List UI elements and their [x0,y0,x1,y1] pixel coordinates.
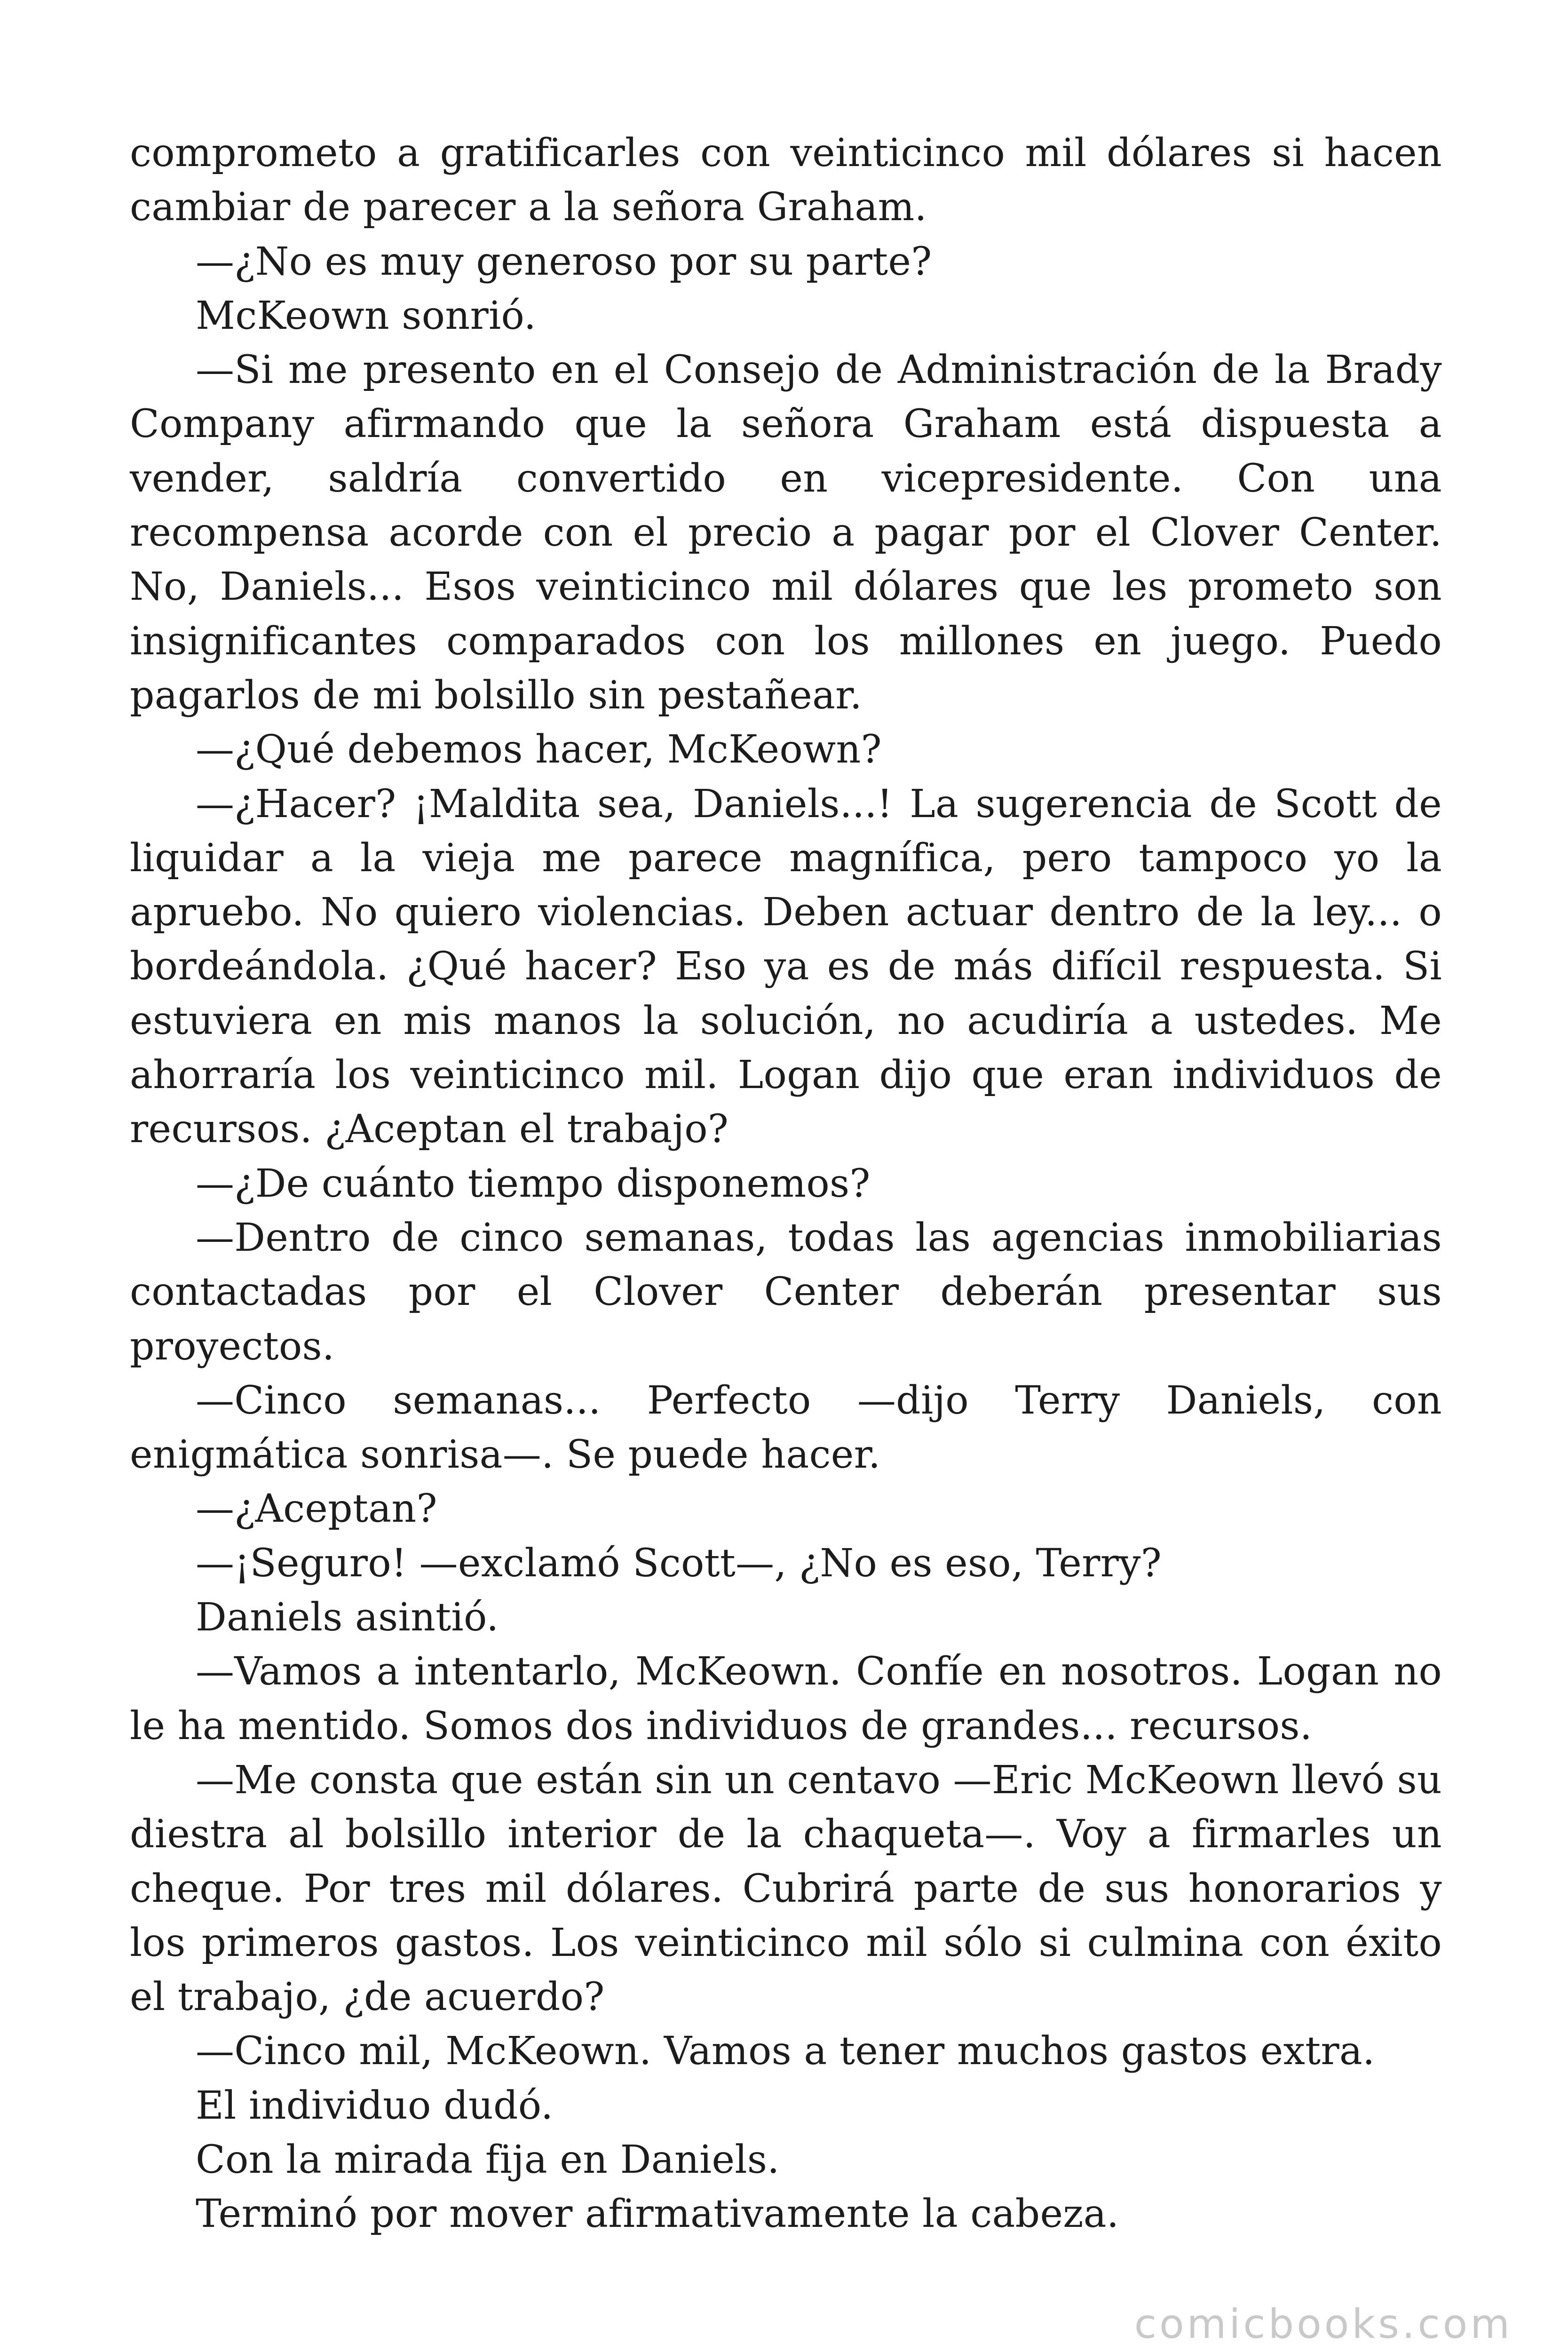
paragraph-dialogue: —Cinco mil, McKeown. Vamos a tener muchos gastos extra. [196,2029,1375,2074]
paragraph-dialogue: —Dentro de cinco semanas, todas las agencias inmobiliarias contactadas por el Clover Center deberán presentar sus proyectos. [130,1215,1442,1369]
paragraph-dialogue: —¿Hacer? ¡Maldita sea, Daniels...! La sugerencia de Scott de liquidar a la vieja me parece magnífica, pero tampoco yo la apruebo. No quiero violencias. Deben actuar dentro de la ley... o bordeándola. ¿Qué hacer? Eso ya es de más difícil respuesta. Si estuviera en mis manos la solución, no acudiría a ustedes. Me ahorraría los veinticinco mil. Logan dijo que eran individuos de recursos. ¿Aceptan el trabajo? [130,781,1442,1152]
paragraph-narration: McKeown sonrió. [196,293,537,338]
paragraph-narration: Daniels asintió. [196,1595,499,1640]
paragraph-dialogue: —¿No es muy generoso por su parte? [196,239,932,284]
watermark: comicbooks.com [1134,2301,1513,2348]
paragraph-dialogue: —Vamos a intentarlo, McKeown. Confíe en nosotros. Logan no le ha mentido. Somos dos individuos de grandes... recursos. [130,1649,1442,1748]
paragraph-dialogue: —Cinco semanas... Perfecto —dijo Terry Daniels, con enigmática sonrisa—. Se puede hacer. [130,1378,1442,1478]
book-page-body [130,126,1442,2241]
paragraph-narration: Con la mirada fija en Daniels. [196,2137,780,2182]
paragraph-dialogue: —¿Qué debemos hacer, McKeown? [196,727,882,772]
paragraph-narration: El individuo dudó. [196,2083,554,2128]
paragraph-dialogue: —Si me presento en el Consejo de Administración de la Brady Company afirmando que la señora Graham está dispuesta a vender, saldría convertido en vicepresidente. Con una recompensa acorde con el precio a pagar por el Clover Center. No, Daniels... Esos veinticinco mil dólares que les prometo son insignificantes comparados con los millones en juego. Puedo pagarlos de mi bolsillo sin pestañear. [130,348,1442,718]
paragraph-dialogue: —¿Aceptan? [196,1486,437,1532]
paragraph-dialogue: —Me consta que están sin un centavo —Eric McKeown llevó su diestra al bolsillo interior de la chaqueta—. Voy a firmarles un cheque. Por tres mil dólares. Cubrirá parte de sus honorarios y los primeros gastos. Los veinticinco mil sólo si culmina con éxito el trabajo, ¿de acuerdo? [130,1757,1442,2020]
paragraph-narration: Terminó por mover afirmativamente la cabeza. [196,2192,1119,2237]
paragraph-dialogue: —¿De cuánto tiempo disponemos? [196,1161,871,1206]
paragraph-continuation: comprometo a gratificarles con veinticinco mil dólares si hacen cambiar de parecer a la señora Graham. [130,131,1442,230]
paragraph-dialogue: —¡Seguro! —exclamó Scott—, ¿No es eso, Terry? [196,1541,1162,1586]
